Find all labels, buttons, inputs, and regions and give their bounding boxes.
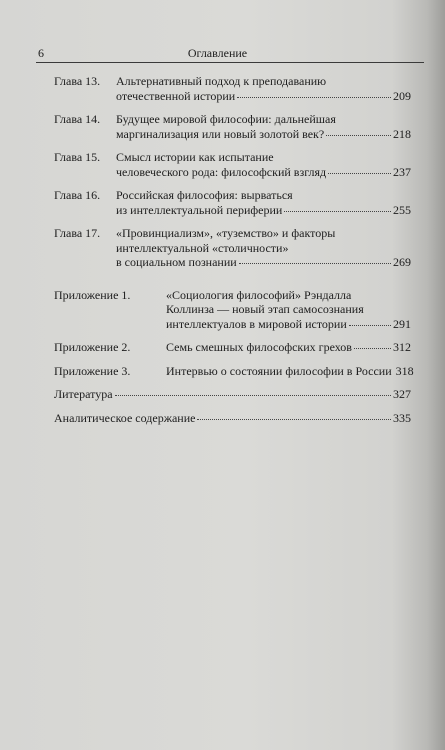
toc-entry xyxy=(54,411,440,426)
entry-title-line: интеллектуальной «столичности» xyxy=(116,240,289,255)
entry-last-line xyxy=(54,387,411,402)
entry-last-line xyxy=(116,89,411,104)
entry-label: Приложение 2. xyxy=(54,340,131,354)
dot-leader xyxy=(237,97,391,98)
toc-entry xyxy=(54,364,440,379)
entry-spacer xyxy=(54,270,440,288)
dot-leader xyxy=(239,263,391,264)
header-rule xyxy=(36,62,424,63)
page-ref: 335 xyxy=(393,410,411,425)
entry-last-line xyxy=(116,127,411,142)
entry-last-line xyxy=(166,317,411,332)
dot-leader xyxy=(354,348,391,349)
running-title: Оглавление xyxy=(187,46,248,60)
entry-title-text: из интеллектуальной периферии xyxy=(116,202,283,217)
entry-title-text: в социальном познании xyxy=(116,255,237,269)
entry-label: Глава 16. xyxy=(54,188,101,202)
entry-title-text: отечественной истории xyxy=(116,88,236,103)
page-ref: 237 xyxy=(393,164,411,179)
entry-label: Глава 13. xyxy=(54,74,101,88)
entry-label: Глава 14. xyxy=(54,112,101,126)
entry-spacer xyxy=(54,331,440,340)
entry-title-line: Коллинза — новый этап самосознания xyxy=(166,302,364,316)
entry-spacer xyxy=(54,103,440,112)
entry-last-line xyxy=(116,255,411,270)
entry-title-text: Аналитическое содержание xyxy=(54,410,196,425)
toc-entry xyxy=(54,74,440,103)
entry-last-line xyxy=(166,340,411,355)
page-ref: 218 xyxy=(393,126,411,141)
entry-last-line xyxy=(166,363,414,379)
entry-title-text: Семь смешных философских грехов xyxy=(166,340,352,354)
entry-title-text: маргинализация или новый золотой век? xyxy=(116,126,325,141)
toc-entry xyxy=(54,387,440,402)
entry-title-line: «Социология философий» Рэндалла xyxy=(166,287,352,302)
page-ref: 327 xyxy=(393,387,411,401)
dot-leader xyxy=(326,135,391,136)
entry-title-line: Смысл истории как испытание xyxy=(116,150,274,164)
entry-last-line xyxy=(116,203,411,218)
entry-title-line: Будущее мировой философии: дальнейшая xyxy=(116,112,336,126)
entry-label: Глава 15. xyxy=(54,150,101,164)
toc-entry xyxy=(54,150,440,179)
page-ref: 312 xyxy=(393,340,411,354)
running-header xyxy=(30,46,405,62)
dot-leader xyxy=(197,419,391,420)
dot-leader xyxy=(115,395,391,396)
entry-spacer xyxy=(54,179,440,188)
dot-leader xyxy=(284,211,391,212)
entry-spacer xyxy=(54,402,440,411)
entry-label: Приложение 1. xyxy=(54,287,131,302)
entry-title-line: Альтернативный подход к преподаванию xyxy=(116,74,327,88)
page-ref: 209 xyxy=(393,88,411,103)
entry-title-text: интеллектуалов в мировой истории xyxy=(166,316,347,331)
entry-title-line: «Провинциализм», «туземство» и факторы xyxy=(116,226,336,240)
page-ref: 318 xyxy=(395,363,414,378)
page-ref: 269 xyxy=(393,255,411,269)
page-ref: 291 xyxy=(393,316,411,331)
dot-leader xyxy=(349,325,391,326)
entry-spacer xyxy=(54,378,440,387)
entry-last-line xyxy=(116,165,411,180)
toc-entry xyxy=(54,226,440,270)
page-ref: 255 xyxy=(393,202,411,217)
toc-entry xyxy=(54,112,440,141)
entry-last-line xyxy=(54,411,411,426)
dot-leader xyxy=(328,173,391,174)
toc-entry xyxy=(54,188,440,217)
toc-entry xyxy=(54,288,440,332)
entry-spacer xyxy=(54,217,440,226)
entry-title-text: Литература xyxy=(54,387,113,401)
entry-spacer xyxy=(54,141,440,150)
entry-title-line: Российская философия: вырваться xyxy=(116,188,293,202)
table-of-contents xyxy=(54,74,440,425)
entry-label: Приложение 3. xyxy=(54,363,131,378)
entry-spacer xyxy=(54,355,440,364)
toc-entry xyxy=(54,340,440,355)
entry-label: Глава 17. xyxy=(54,226,101,240)
entry-title-text: человеческого рода: философский взгляд xyxy=(116,164,327,179)
entry-title-text: Интервью о состоянии философии в России xyxy=(166,363,392,378)
page-number: 6 xyxy=(38,46,44,60)
